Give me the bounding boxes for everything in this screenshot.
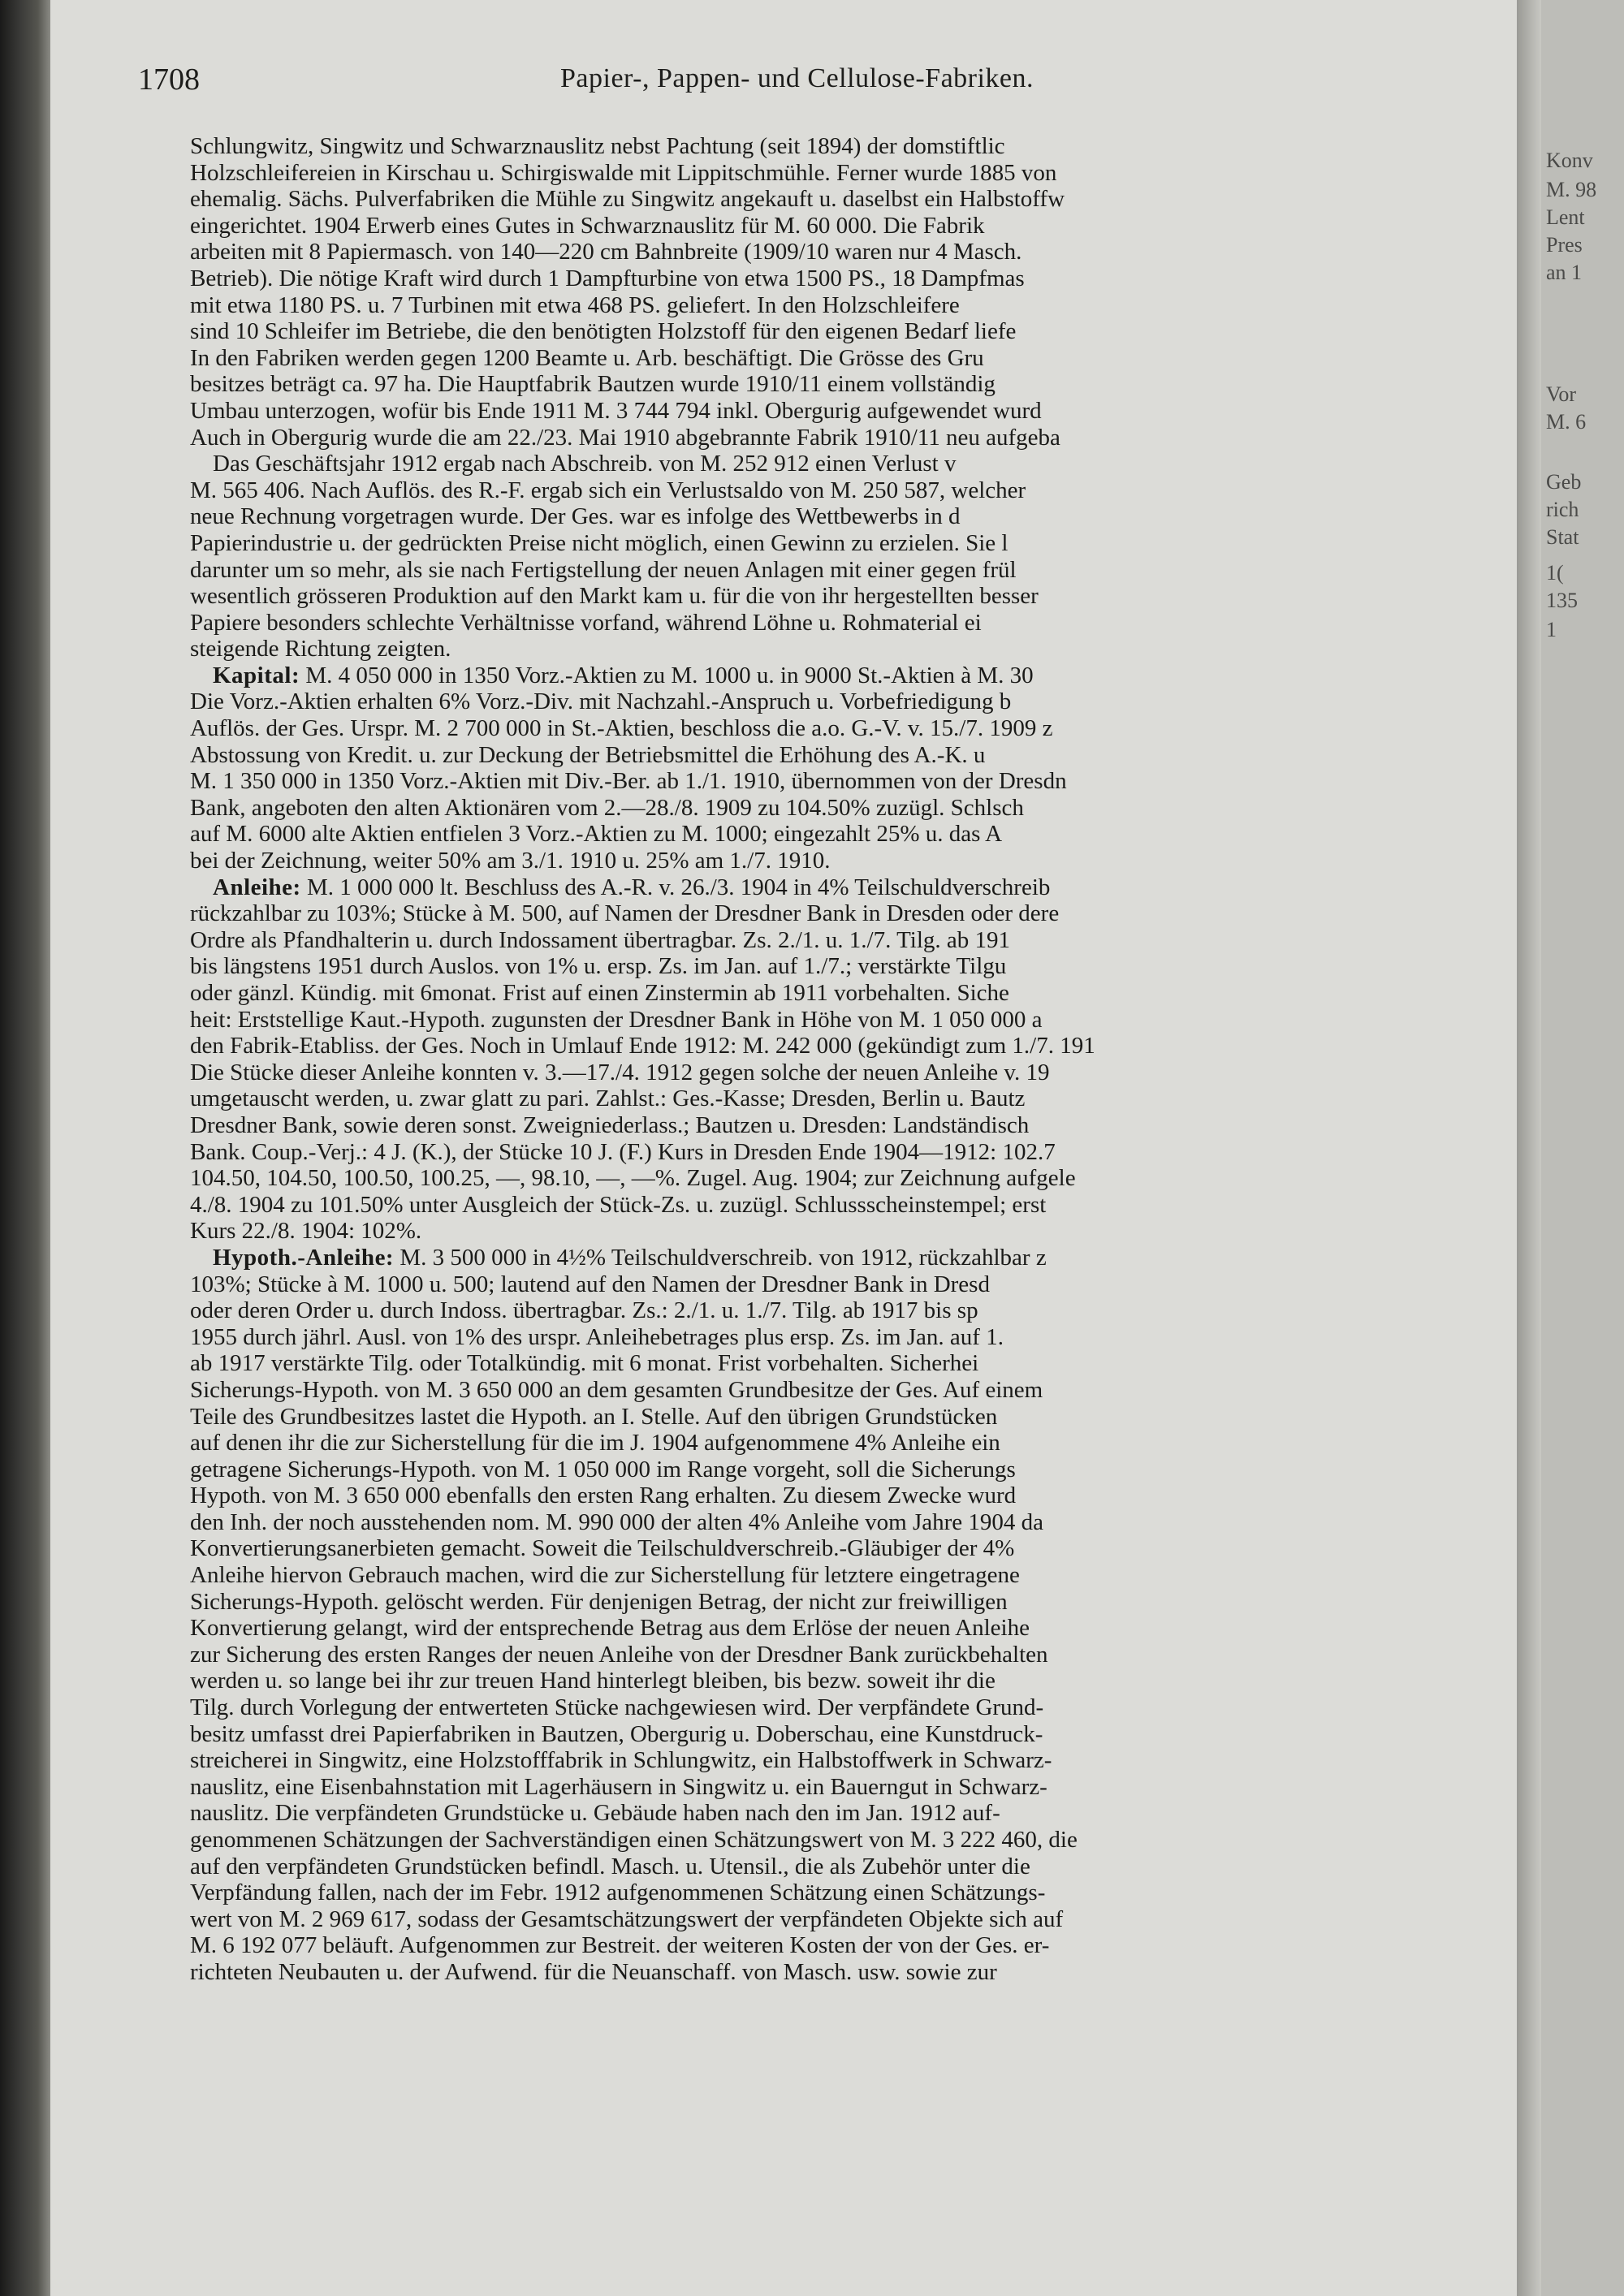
text-line (190, 688, 1515, 715)
paragraph (190, 451, 1515, 662)
text-line (190, 1694, 1515, 1721)
line-text: Verpfändung fallen, nach der im Febr. 1912 aufgenommenen Schätzung einen Schätzungs- (190, 1880, 1046, 1906)
line-text: darunter um so mehr, als sie nach Fertigstellung der neuen Anlagen mit einer gegen frül (190, 556, 1017, 583)
text-line (190, 1589, 1515, 1616)
line-text: streicherei in Singwitz, eine Holzstofffabrik in Schlungwitz, ein Halbstoffwerk in Schwarz- (190, 1747, 1052, 1774)
text-line (190, 821, 1515, 848)
line-text: M. 4 050 000 in 1350 Vorz.-Aktien zu M. 1000 u. in 9000 St.-Aktien à M. 30 (300, 662, 1034, 688)
line-text: 104.50, 104.50, 100.50, 100.25, —, 98.10, —, —%. Zugel. Aug. 1904; zur Zeichnung aufgele (190, 1165, 1076, 1192)
line-text: Papierindustrie u. der gedrückten Preise nicht möglich, einen Gewinn zu erzielen. Sie l (190, 529, 1009, 556)
text-line (190, 371, 1515, 398)
line-text: M. 565 406. Nach Auflös. des R.-F. ergab sich ein Verlustsaldo von M. 250 587, welcher (190, 477, 1026, 503)
text-line (190, 1165, 1515, 1192)
page-header (138, 62, 1510, 101)
text-line (190, 1854, 1515, 1880)
line-text: getragene Sicherungs-Hypoth. von M. 1 050 000 im Range vorgeht, soll die Sicherungs (190, 1456, 1016, 1482)
line-text: Die Vorz.-Aktien erhalten 6% Vorz.-Div. mit Nachzahl.-Anspruch u. Vorbefriedigung b (190, 688, 1012, 715)
text-line (190, 425, 1515, 451)
text-line (190, 1721, 1515, 1748)
text-line (190, 186, 1515, 213)
line-text: Konvertierung gelangt, wird der entsprechende Betrag aus dem Erlöse der neuen Anleihe (190, 1615, 1030, 1642)
line-text: Abstossung von Kredit. u. zur Deckung der Betriebsmittel die Erhöhung des A.-K. u (190, 741, 986, 768)
line-text: Sicherungs-Hypoth. von M. 3 650 000 an dem gesamten Grundbesitze der Ges. Auf einem (190, 1376, 1043, 1403)
line-text: richteten Neubauten u. der Aufwend. für die Neuanschaff. von Masch. usw. sowie zur (190, 1958, 997, 1985)
text-line (190, 1218, 1515, 1245)
line-text: wesentlich grösseren Produktion auf den Markt kam u. für die von ihr hergestellten besser (190, 583, 1039, 610)
bleed-fragment: 1 (1546, 618, 1557, 641)
bleed-fragment: M. 98 (1546, 178, 1597, 201)
line-text: M. 1 000 000 lt. Beschluss des A.-R. v. 26./3. 1904 in 4% Teilschuldverschreib (300, 874, 1051, 900)
text-line (190, 1535, 1515, 1562)
bleed-fragment: Konv (1546, 149, 1593, 172)
book-spine (0, 0, 50, 2296)
text-line (190, 1615, 1515, 1642)
line-text: Konvertierungsanerbieten gemacht. Soweit die Teilschuldverschreib.-Gläubiger der 4% (190, 1535, 1015, 1562)
line-text: 103%; Stücke à M. 1000 u. 500; lautend auf den Namen der Dresdner Bank in Dresd (190, 1271, 990, 1297)
text-line (190, 1906, 1515, 1933)
line-text: Auch in Obergurig wurde die am 22./23. Mai 1910 abgebrannte Fabrik 1910/11 neu aufgeba (190, 424, 1060, 451)
text-line (190, 768, 1515, 795)
bleed-fragment: Pres (1546, 233, 1583, 257)
bleed-fragment: Lent (1546, 205, 1585, 229)
text-line (190, 1271, 1515, 1298)
line-text: neue Rechnung vorgetragen wurde. Der Ges. war es infolge des Wettbewerbs in d (190, 503, 961, 530)
text-line (190, 451, 1515, 477)
line-text: sind 10 Schleifer im Betriebe, die den benötigten Holzstoff für den eigenen Bedarf liefe (190, 318, 1017, 345)
text-line (190, 1562, 1515, 1589)
text-line (190, 874, 1515, 901)
text-line (190, 1482, 1515, 1509)
line-text: Papiere besonders schlechte Verhältnisse vorfand, während Löhne u. Rohmaterial ei (190, 609, 982, 636)
text-line (190, 1959, 1515, 1986)
text-line (190, 1324, 1515, 1351)
line-text: nauslitz. Die verpfändeten Grundstücke u. Gebäude haben nach den im Jan. 1912 auf- (190, 1800, 1000, 1827)
line-text: Das Geschäftsjahr 1912 ergab nach Abschreib. von M. 252 912 einen Verlust v (213, 451, 957, 477)
line-text: Bank. Coup.-Verj.: 4 J. (K.), der Stücke 10 J. (F.) Kurs in Dresden Ende 1904—1912: 102.7 (190, 1138, 1056, 1165)
page-fold-shadow (1517, 0, 1541, 2296)
bleed-fragment: rich (1546, 498, 1579, 521)
text-line (190, 583, 1515, 610)
section-heading: Kapital: (213, 662, 300, 688)
line-text: auf M. 6000 alte Aktien entfielen 3 Vorz.-Aktien zu M. 1000; eingezahlt 25% u. das A (190, 821, 1003, 848)
text-line (190, 1457, 1515, 1483)
line-text: Ordre als Pfandhalterin u. durch Indossament übertragbar. Zs. 2./1. u. 1./7. Tilg. ab 191 (190, 926, 1011, 953)
paragraph (190, 874, 1515, 1245)
text-line (190, 477, 1515, 504)
line-text: 1955 durch jährl. Ausl. von 1% des urspr. Anleihebetrages plus ersp. Zs. im Jan. auf 1. (190, 1323, 1004, 1350)
line-text: umgetauscht werden, u. zwar glatt zu pari. Zahlst.: Ges.-Kasse; Dresden, Berlin u. Bautz (190, 1085, 1026, 1112)
text-line (190, 848, 1515, 874)
line-text: Umbau unterzogen, wofür bis Ende 1911 M. 3 744 794 inkl. Obergurig aufgewendet wurd (190, 397, 1042, 424)
line-text: mit etwa 1180 PS. u. 7 Turbinen mit etwa 468 PS. geliefert. In den Holzschleifere (190, 291, 960, 318)
line-text: ehemalig. Sächs. Pulverfabriken die Mühle zu Singwitz angekauft u. daselbst ein Halbstoffw (190, 186, 1065, 213)
paragraph (190, 662, 1515, 874)
text-line (190, 530, 1515, 557)
text-line (190, 1774, 1515, 1801)
line-text: Auflös. der Ges. Urspr. M. 2 700 000 in St.-Aktien, beschloss die a.o. G.-V. v. 15./7. 1909 z (190, 715, 1053, 742)
line-text: genommenen Schätzungen der Sachverständigen einen Schätzungswert von M. 3 222 460, die (190, 1827, 1078, 1853)
line-text: Betrieb). Die nötige Kraft wird durch 1 Dampfturbine von etwa 1500 PS., 18 Dampfmas (190, 265, 1025, 291)
text-line (190, 1350, 1515, 1377)
text-line (190, 1430, 1515, 1457)
bleed-fragment: M. 6 (1546, 410, 1587, 434)
text-line (190, 345, 1515, 372)
text-line (190, 1827, 1515, 1854)
text-line (190, 292, 1515, 319)
section-heading: Hypoth.-Anleihe: (213, 1244, 395, 1271)
text-line (190, 1245, 1515, 1271)
text-line (190, 953, 1515, 980)
text-line (190, 1297, 1515, 1324)
line-text: oder gänzl. Kündig. mit 6monat. Frist auf einen Zinstermin ab 1911 vorbehalten. Siche (190, 980, 1009, 1006)
text-line (190, 239, 1515, 265)
running-head: Papier-, Pappen- und Cellulose-Fabriken. (560, 63, 1034, 93)
text-line (190, 265, 1515, 292)
text-line (190, 1747, 1515, 1774)
text-line (190, 742, 1515, 769)
line-text: zur Sicherung des ersten Ranges der neuen Anleihe von der Dresdner Bank zurückbehalten (190, 1641, 1048, 1668)
text-line (190, 557, 1515, 584)
text-line (190, 636, 1515, 662)
text-line (190, 900, 1515, 927)
line-text: Holzschleifereien in Kirschau u. Schirgiswalde mit Lippitschmühle. Ferner wurde 1885 von (190, 159, 1057, 186)
line-text: nauslitz, eine Eisenbahnstation mit Lagerhäusern in Singwitz u. ein Bauerngut in Schwarz- (190, 1773, 1047, 1800)
paragraph (190, 133, 1515, 451)
text-line (190, 1932, 1515, 1959)
line-text: bis längstens 1951 durch Auslos. von 1% u. ersp. Zs. im Jan. auf 1./7.; verstärkte Tilgu (190, 953, 1007, 980)
text-line (190, 1800, 1515, 1827)
line-text: Bank, angeboten den alten Aktionären vom 2.—28./8. 1909 zu 104.50% zuzügl. Schlsch (190, 794, 1024, 821)
text-line (190, 1139, 1515, 1166)
body-text (190, 133, 1515, 1986)
text-line (190, 1880, 1515, 1906)
line-text: In den Fabriken werden gegen 1200 Beamte u. Arb. beschäftigt. Die Grösse des Gru (190, 344, 984, 371)
line-text: eingerichtet. 1904 Erwerb eines Gutes in Schwarznauslitz für M. 60 000. Die Fabrik (190, 212, 985, 239)
text-line (190, 1642, 1515, 1668)
line-text: heit: Erststellige Kaut.-Hypoth. zugunsten der Dresdner Bank in Höhe von M. 1 050 000 a (190, 1006, 1043, 1033)
line-text: Tilg. durch Vorlegung der entwerteten Stücke nachgewiesen wird. Der verpfändete Grund- (190, 1694, 1044, 1721)
line-text: besitz umfasst drei Papierfabriken in Bautzen, Obergurig u. Doberschau, eine Kunstdruck- (190, 1720, 1043, 1747)
paragraph (190, 1245, 1515, 1986)
bleed-fragment: Vor (1546, 382, 1577, 406)
line-text: Schlungwitz, Singwitz und Schwarznauslitz nebst Pachtung (seit 1894) der domstiftlic (190, 133, 1005, 159)
text-line (190, 1668, 1515, 1694)
text-line (190, 213, 1515, 240)
text-line (190, 795, 1515, 822)
text-line (190, 715, 1515, 742)
text-line (190, 1377, 1515, 1404)
line-text: Dresdner Bank, sowie deren sonst. Zweigniederlass.; Bautzen u. Dresden: Landständisch (190, 1111, 1030, 1138)
text-line (190, 133, 1515, 160)
text-line (190, 1085, 1515, 1112)
line-text: wert von M. 2 969 617, sodass der Gesamtschätzungswert der verpfändeten Objekte sich auf (190, 1905, 1064, 1932)
text-line (190, 1112, 1515, 1139)
text-line (190, 1404, 1515, 1431)
line-text: rückzahlbar zu 103%; Stücke à M. 500, auf Namen der Dresdner Bank in Dresden oder dere (190, 900, 1060, 927)
line-text: M. 6 192 077 beläuft. Aufgenommen zur Bestreit. der weiteren Kosten der von der Ges. er- (190, 1932, 1050, 1959)
text-line (190, 662, 1515, 689)
text-line (190, 503, 1515, 530)
line-text: M. 3 500 000 in 4½% Teilschuldverschreib. von 1912, rückzahlbar z (394, 1244, 1047, 1271)
section-heading: Anleihe: (213, 874, 301, 900)
text-line (190, 398, 1515, 425)
line-text: Teile des Grundbesitzes lastet die Hypoth. an I. Stelle. Auf den übrigen Grundstücken (190, 1403, 998, 1430)
line-text: ab 1917 verstärkte Tilg. oder Totalkündig. mit 6 monat. Frist vorbehalten. Sicherhei (190, 1350, 979, 1377)
text-line (190, 1033, 1515, 1060)
bleed-fragment: Stat (1546, 525, 1579, 549)
line-text: den Fabrik-Etabliss. der Ges. Noch in Umlauf Ende 1912: M. 242 000 (gekündigt zum 1./7. 191 (190, 1033, 1095, 1060)
line-text: besitzes beträgt ca. 97 ha. Die Hauptfabrik Bautzen wurde 1910/11 einem vollständig (190, 371, 996, 398)
bleed-fragment: 135 (1546, 589, 1578, 612)
text-line (190, 1007, 1515, 1034)
text-line (190, 1060, 1515, 1086)
line-text: Die Stücke dieser Anleihe konnten v. 3.—17./4. 1912 gegen solche der neuen Anleihe v. 19 (190, 1059, 1050, 1085)
line-text: auf den verpfändeten Grundstücken befindl. Masch. u. Utensil., die als Zubehör unter die (190, 1853, 1030, 1880)
line-text: Sicherungs-Hypoth. gelöscht werden. Für denjenigen Betrag, der nicht zur freiwilligen (190, 1588, 1008, 1615)
line-text: Anleihe hiervon Gebrauch machen, wird die zur Sicherstellung für letztere eingetragene (190, 1562, 1020, 1589)
line-text: auf denen ihr die zur Sicherstellung für die im J. 1904 aufgenommene 4% Anleihe ein (190, 1430, 1000, 1457)
line-text: 4./8. 1904 zu 101.50% unter Ausgleich der Stück-Zs. u. zuzügl. Schlussscheinstempel; erst (190, 1191, 1047, 1218)
text-line (190, 318, 1515, 345)
line-text: werden u. so lange bei ihr zur treuen Hand hinterlegt bleiben, bis bezw. soweit ihr die (190, 1668, 996, 1694)
bleed-fragment: 1( (1546, 561, 1564, 585)
line-text: Kurs 22./8. 1904: 102%. (190, 1218, 422, 1245)
line-text: arbeiten mit 8 Papiermasch. von 140—220 cm Bahnbreite (1909/10 waren nur 4 Masch. (190, 239, 1022, 265)
line-text: den Inh. der noch ausstehenden nom. M. 990 000 der alten 4% Anleihe vom Jahre 1904 da (190, 1508, 1043, 1535)
bleed-fragment: an 1 (1546, 261, 1583, 284)
line-text: steigende Richtung zeigten. (190, 636, 451, 662)
text-line (190, 980, 1515, 1007)
bleed-fragment: Geb (1546, 470, 1582, 494)
text-line (190, 1509, 1515, 1536)
line-text: oder deren Order u. durch Indoss. übertragbar. Zs.: 2./1. u. 1./7. Tilg. ab 1917 bis sp (190, 1297, 978, 1324)
page-number: 1708 (138, 63, 200, 97)
line-text: Hypoth. von M. 3 650 000 ebenfalls den ersten Rang erhalten. Zu diesem Zwecke wurd (190, 1482, 1017, 1509)
line-text: bei der Zeichnung, weiter 50% am 3./1. 1910 u. 25% am 1./7. 1910. (190, 848, 831, 874)
text-line (190, 1192, 1515, 1219)
text-line (190, 610, 1515, 637)
text-line (190, 927, 1515, 954)
text-line (190, 160, 1515, 187)
line-text: M. 1 350 000 in 1350 Vorz.-Aktien mit Div.-Ber. ab 1./1. 1910, übernommen von der Dresdn (190, 768, 1067, 795)
